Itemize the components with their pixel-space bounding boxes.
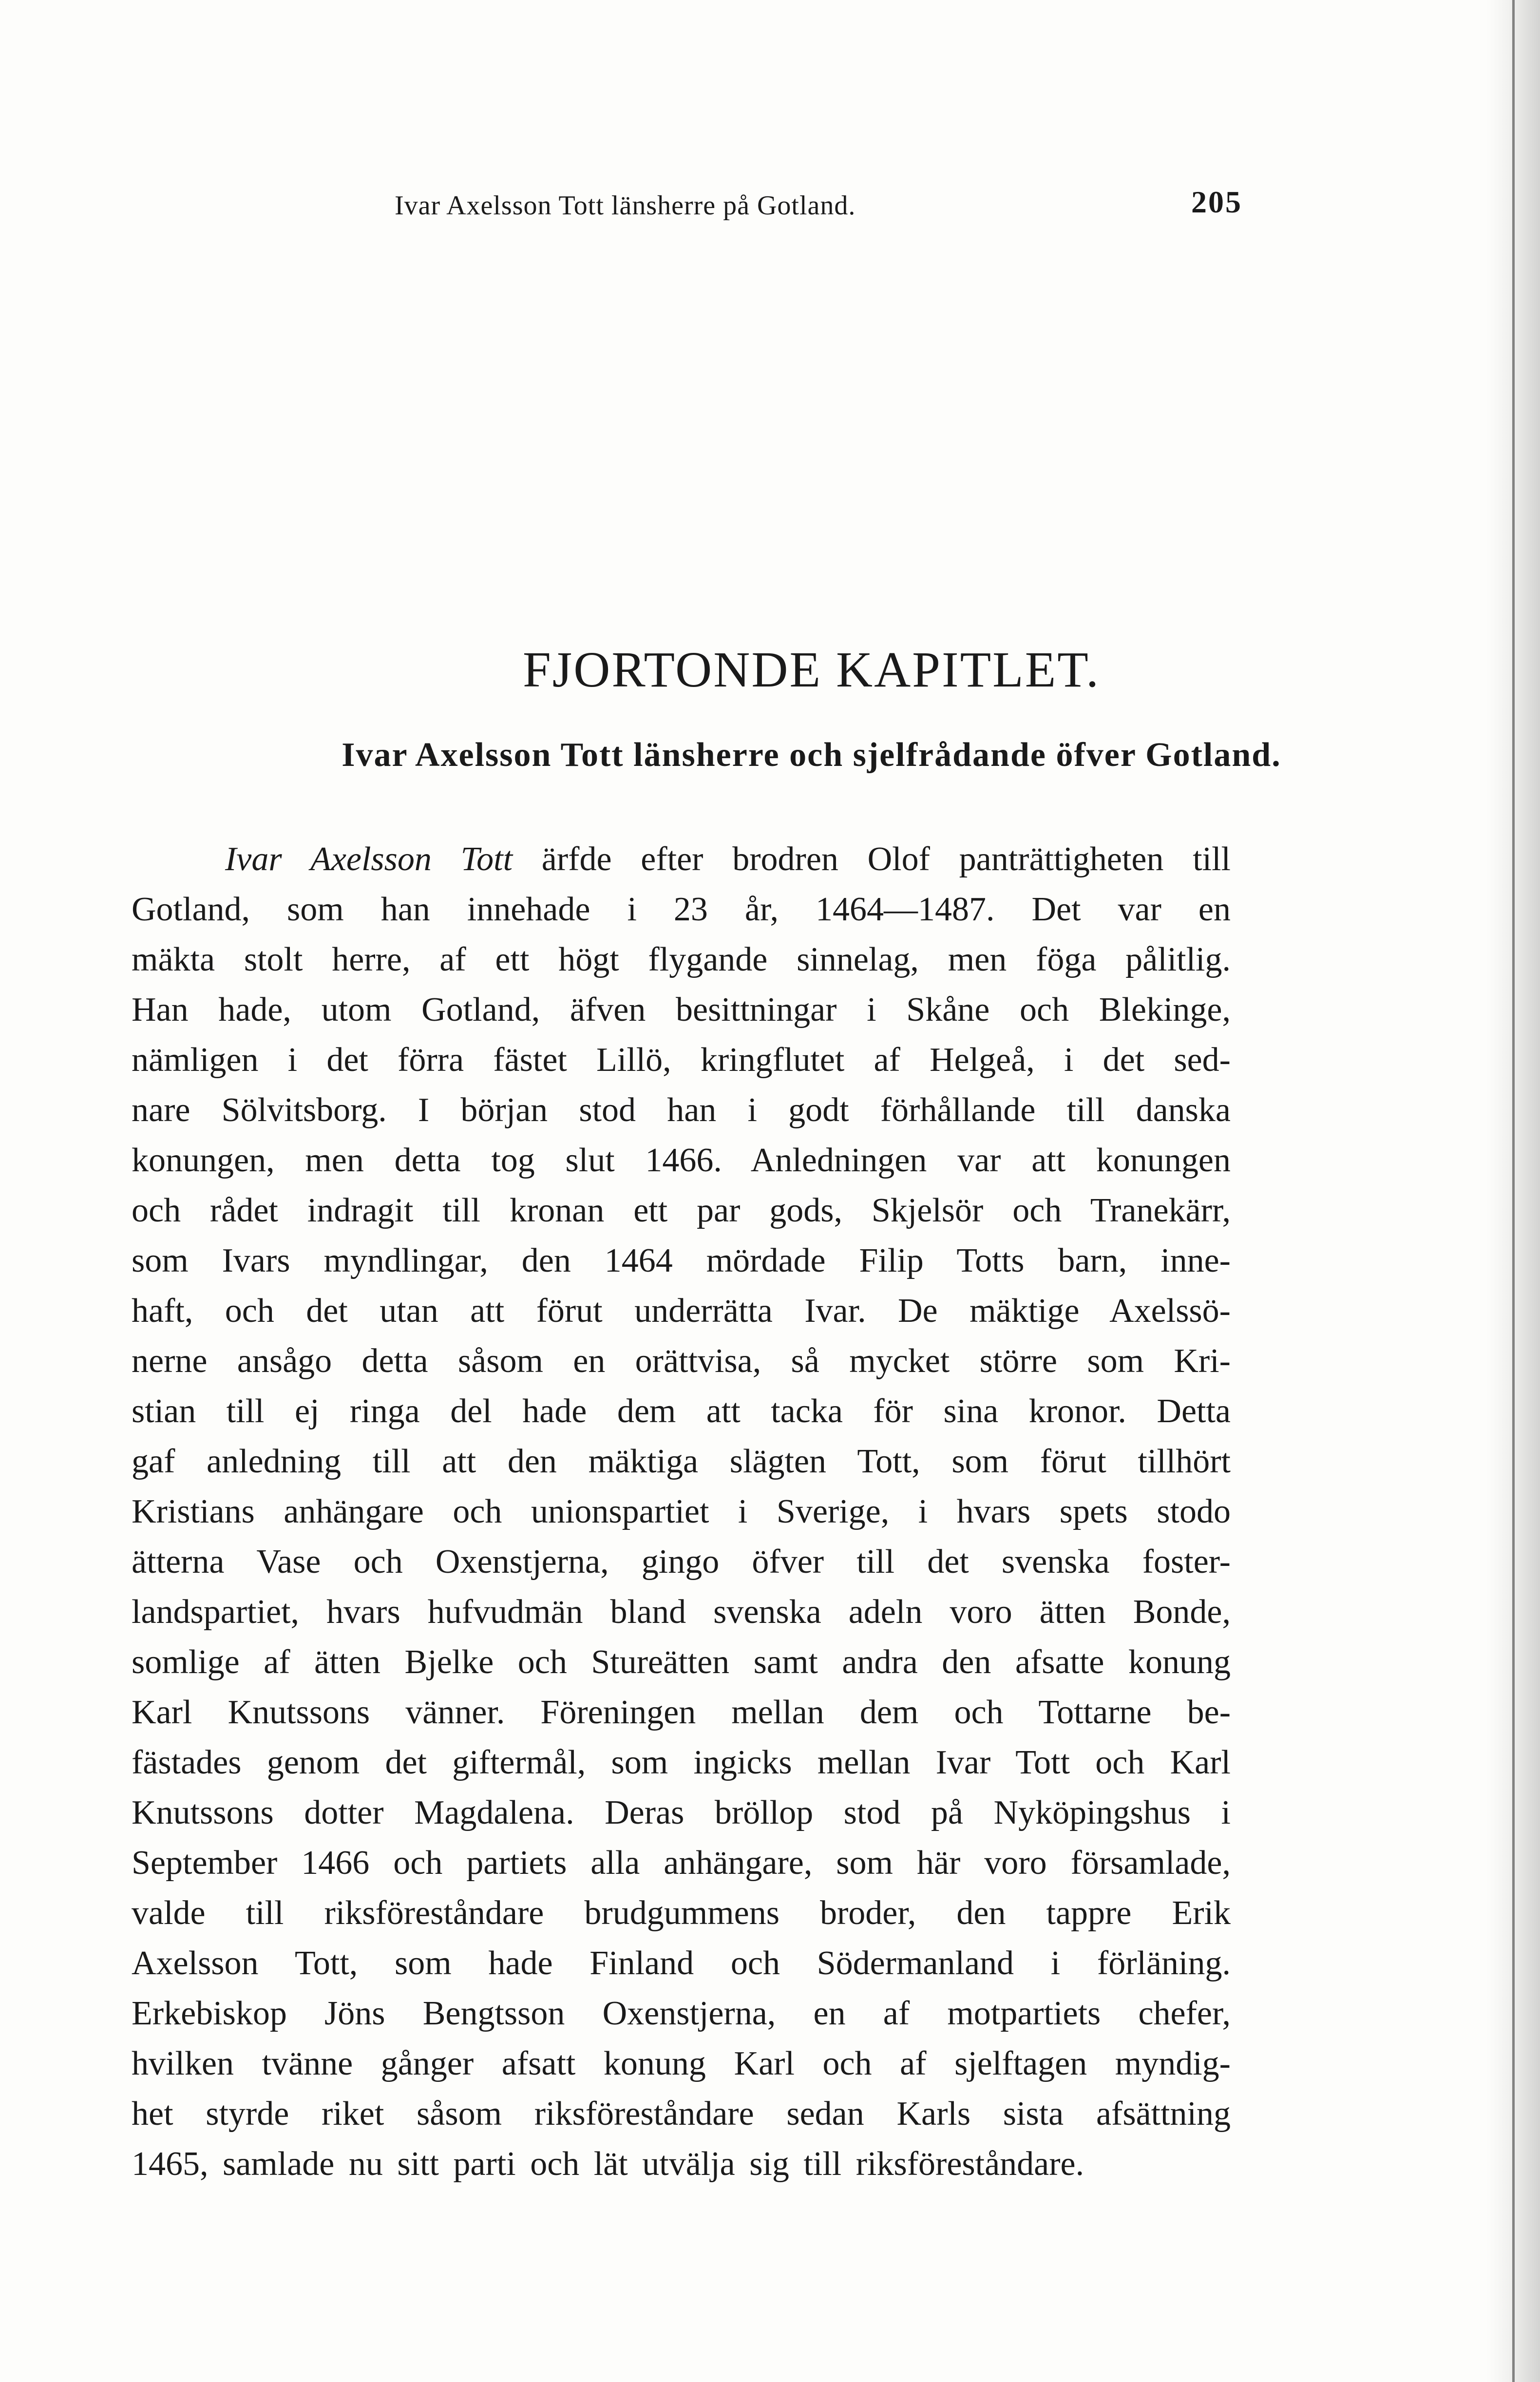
page-number: 205 (1191, 185, 1242, 219)
text-line: September 1466 och partiets alla anhängare, som här voro församlade, (132, 1844, 1231, 1882)
text-line: Kristians anhängare och unionspartiet i Sverige, i hvars spets stodo (132, 1493, 1231, 1530)
text-line: hvilken tvänne gånger afsatt konung Karl och af sjelftagen myndig- (132, 2045, 1231, 2082)
text-line: Karl Knutssons vänner. Föreningen mellan dem och Tottarne be- (132, 1694, 1231, 1731)
text-line: och rådet indragit till kronan ett par gods, Skjelsör och Tranekärr, (132, 1192, 1231, 1229)
page-header (292, 185, 1242, 234)
body-text (132, 834, 1231, 2189)
text-line: fästades genom det giftermål, som ingicks mellan Ivar Tott och Karl (132, 1744, 1231, 1781)
text-line: het styrde riket såsom riksföreståndare sedan Karls sista afsättning (132, 2095, 1231, 2133)
text-line: Erkebiskop Jöns Bengtsson Oxenstjerna, en af motpartiets chefer, (132, 1995, 1231, 2032)
text-line: Gotland, som han innehade i 23 år, 1464—1487. Det var en (132, 891, 1231, 928)
text-line: landspartiet, hvars hufvudmän bland svenska adeln voro ätten Bonde, (132, 1593, 1231, 1631)
running-head: Ivar Axelsson Tott länsherre på Gotland. (395, 191, 856, 221)
text-line: Axelsson Tott, som hade Finland och Södermanland i förläning. (132, 1944, 1231, 1982)
text-line: som Ivars myndlingar, den 1464 mördade Filip Totts barn, inne- (132, 1242, 1231, 1279)
text-line: stian till ej ringa del hade dem att tacka för sina kronor. Detta (132, 1392, 1231, 1430)
chapter-subtitle: Ivar Axelsson Tott länsherre och sjelfrådande öfver Gotland. (342, 736, 1281, 774)
text-line: haft, och det utan att förut underrätta Ivar. De mäktige Axelssö- (132, 1292, 1231, 1330)
text-line: Ivar Axelsson Tott ärfde efter brodren Olof panträttigheten till (225, 840, 1231, 878)
text-line: somlige af ätten Bjelke och Stureätten samt andra den afsatte konung (132, 1643, 1231, 1681)
text-line: 1465, samlade nu sitt parti och lät utvälja sig till riksföreståndare. (132, 2145, 1084, 2183)
text-line: Knutssons dotter Magdalena. Deras bröllop stod på Nyköpingshus i (132, 1794, 1231, 1831)
person-name-italic: Ivar Axelsson Tott (225, 840, 513, 878)
text-line: gaf anledning till att den mäktiga slägten Tott, som förut tillhört (132, 1443, 1231, 1480)
text-line: ätterna Vase och Oxenstjerna, gingo öfver till det svenska foster- (132, 1543, 1231, 1581)
text-line: nare Sölvitsborg. I början stod han i godt förhållande till danska (132, 1091, 1231, 1129)
text-line: konungen, men detta tog slut 1466. Anledningen var att konungen (132, 1142, 1231, 1179)
chapter-title: FJORTONDE KAPITLET. (522, 642, 1101, 698)
scan-edge-line (1512, 0, 1515, 2382)
text-line: nerne ansågo detta såsom en orättvisa, så mycket större som Kri- (132, 1342, 1231, 1380)
text-line: nämligen i det förra fästet Lillö, kringflutet af Helgeå, i det sed- (132, 1041, 1231, 1079)
text-line: Han hade, utom Gotland, äfven besittningar i Skåne och Blekinge, (132, 991, 1231, 1029)
text-line: valde till riksföreståndare brudgummens broder, den tappre Erik (132, 1894, 1231, 1932)
text-line: mäkta stolt herre, af ett högt flygande sinnelag, men föga pålitlig. (132, 941, 1231, 978)
